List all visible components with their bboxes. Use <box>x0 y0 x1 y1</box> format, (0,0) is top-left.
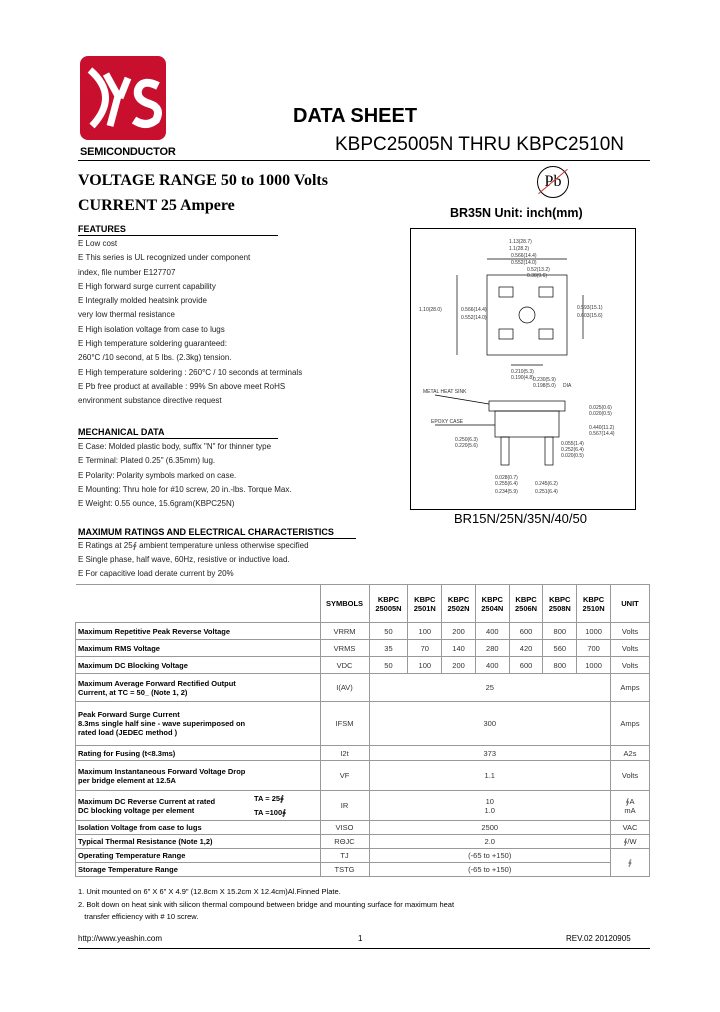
list-item: Ε Terminal: Plated 0.25" (6.35mm) lug. <box>78 456 216 466</box>
dimension-label: 1.1(28.2) <box>509 246 530 252</box>
pb-free-icon: Pb <box>537 166 569 198</box>
list-item: index, file number E127707 <box>78 267 176 277</box>
list-item: Ε Weight: 0.55 ounce, 15.6gram(KBPC25N) <box>78 499 235 509</box>
list-item: Ε High temperature soldering : 260°C / 10 seconds at terminals <box>78 367 303 377</box>
list-item: Ε High isolation voltage from case to lugs <box>78 324 225 334</box>
table-row: Maximum Instantaneous Forward Voltage Drop per bridge element at 12.5A VF 1.1 Volts <box>76 761 650 791</box>
dimension-label: 0.250(6.3) <box>455 437 478 443</box>
list-item: Ε Ratings at 25∮ ambient temperature unless otherwise specified <box>78 541 309 550</box>
list-item: Ε For capacitive load derate current by 20% <box>78 569 234 578</box>
table-header-row <box>76 585 650 623</box>
dimension-label: 0.190(4.8) <box>511 375 534 381</box>
part-header: KBPC 2501N <box>408 585 442 623</box>
dimension-label: 0.52(13.2) <box>527 267 550 273</box>
dimension-label: 0.230(5.9) <box>533 377 556 383</box>
mechanical-list <box>78 440 292 511</box>
dimension-label: 0.028(0.7) <box>495 475 518 481</box>
list-item: environment substance directive request <box>78 396 222 406</box>
epoxy-case-label: EPOXY CASE <box>431 419 464 425</box>
page-number: 1 <box>358 934 363 943</box>
lug-icon <box>539 287 553 297</box>
package-list: BR15N/25N/35N/40/50 <box>454 511 587 526</box>
table-row: Maximum Average Forward Rectified Output Current, at TC = 50_ (Note 1, 2) I(AV) 25 Amps <box>76 674 650 702</box>
list-item: Ε High temperature soldering guaranteed: <box>78 339 227 349</box>
dimension-label: 0.252(6.4) <box>561 447 584 453</box>
list-item: Ε Integrally molded heatsink provide <box>78 296 207 306</box>
list-item: Ε High forward surge current capability <box>78 281 216 291</box>
footer-url[interactable]: http://www.yeashin.com <box>78 934 163 943</box>
part-header: KBPC 2510N <box>577 585 611 623</box>
table-row: Isolation Voltage from case to lugs VISO 2500 VAC <box>76 821 650 835</box>
footnote: 1. Unit mounted on 6" X 6" X 4.9" (12.8cm X 15.2cm X 12.4cm)Al.Finned Plate. <box>78 887 341 896</box>
voltage-range: VOLTAGE RANGE 50 to 1000 Volts <box>78 172 328 189</box>
list-item: Ε This series is UL recognized under component <box>78 253 251 263</box>
list-item: Ε Pb free product at available : 99% Sn above meet RoHS <box>78 381 286 391</box>
dimension-label: 0.255(6.4) <box>495 481 518 487</box>
semiconductor-label: SEMICONDUCTOR <box>80 146 176 158</box>
list-item: very low thermal resistance <box>78 310 175 320</box>
metal-heat-sink-label: METAL HEAT SINK <box>423 389 467 395</box>
list-item: Ε Polarity: Polarity symbols marked on case. <box>78 470 237 480</box>
ys-logo <box>80 56 166 140</box>
features-list <box>78 237 302 409</box>
lug-icon <box>499 329 513 339</box>
dimension-label: 0.552(14.0) <box>511 260 537 266</box>
list-item: Ε Case: Molded plastic body, suffix "N" for thinner type <box>78 442 272 451</box>
dimension-label: 0.566(14.4) <box>461 307 487 313</box>
current-rating: CURRENT 25 Ampere <box>78 197 235 214</box>
dimension-label: 0.198(5.0) <box>533 383 556 389</box>
dimension-label: 0.603(15.6) <box>577 313 603 319</box>
dimension-label: 0.210(5.3) <box>511 369 534 375</box>
dimension-label: 0.234(5.9) <box>495 489 518 495</box>
list-item: Ε Mounting: Thru hole for #10 screw, 20 in.-lbs. Torque Max. <box>78 484 292 494</box>
dimension-label: 0.025(0.6) <box>589 405 612 411</box>
part-header: KBPC 2502N <box>442 585 476 623</box>
table-row: Maximum DC Blocking Voltage VDC 50 100 200 400 600 800 1000 Volts <box>76 657 650 674</box>
dimension-label: 0.593(15.1) <box>577 305 603 311</box>
dimension-label: 0.38(9.6) <box>527 273 548 279</box>
table-row: Rating for Fusing (t<8.3ms) I2t 373 A2s <box>76 746 650 761</box>
part-number-title: KBPC25005N THRU KBPC2510N <box>335 134 625 155</box>
dimension-label: 0.440(11.2) <box>589 425 615 431</box>
table-row: Peak Forward Surge Current 8.3ms single half sine - wave superimposed on rated load (JEDEC method ) IFSM 300 Amps <box>76 702 650 746</box>
table-row: Operating Temperature Range TJ (-65 to +150) ∮ <box>76 849 650 863</box>
package-diagram <box>410 228 636 510</box>
unit-header: UNIT <box>611 585 650 623</box>
dimension-label: 0.566(14.4) <box>511 253 537 259</box>
dimension-label: 1.13(28.7) <box>509 239 532 245</box>
header-divider <box>78 160 650 161</box>
ratings-title: MAXIMUM RATINGS AND ELECTRICAL CHARACTERISTICS <box>78 527 334 537</box>
ratings-table <box>75 584 650 877</box>
dimension-label: 0.020(0.5) <box>561 453 584 459</box>
part-header: KBPC 25005N <box>369 585 408 623</box>
footer-divider <box>78 948 650 949</box>
table-row: Maximum Repetitive Peak Reverse Voltage VRRM 50 100 200 400 600 800 1000 Volts <box>76 623 650 640</box>
symbols-header: SYMBOLS <box>320 585 369 623</box>
table-row: Maximum DC Reverse Current at rated DC blocking voltage per element TA = 25∮ TA =100∮ IR 10 1.0 ∮A mA <box>76 791 650 821</box>
lug-icon <box>499 287 513 297</box>
features-title: FEATURES <box>78 224 126 234</box>
mechanical-title: MECHANICAL DATA <box>78 427 165 437</box>
table-row: Maximum RMS Voltage VRMS 35 70 140 280 420 560 700 Volts <box>76 640 650 657</box>
lug-icon <box>539 329 553 339</box>
table-row: Typical Thermal Resistance (Note 1,2) RΘJC 2.0 ∮/W <box>76 835 650 849</box>
package-title: BR35N Unit: inch(mm) <box>450 206 583 220</box>
dimension-label: 0.251(6.4) <box>535 489 558 495</box>
dimension-label: 0.245(6.2) <box>535 481 558 487</box>
page-title: DATA SHEET <box>293 105 418 127</box>
part-header: KBPC 2506N <box>509 585 543 623</box>
footnote: transfer efficiency with # 10 screw. <box>78 912 199 921</box>
features-underline <box>78 235 278 236</box>
revision: REV.02 20120905 <box>566 934 631 943</box>
footnote: 2. Bolt down on heat sink with silicon thermal compound between bridge and mounting surface for maximum heat <box>78 899 455 909</box>
part-header: KBPC 2504N <box>475 585 509 623</box>
dimension-label: 0.020(0.5) <box>589 411 612 417</box>
list-item: Ε Low cost <box>78 239 118 248</box>
table-row: Storage Temperature Range TSTG (-65 to +150) <box>76 863 650 877</box>
list-item: Ε Single phase, half wave, 60Hz, resistive or inductive load. <box>78 555 290 564</box>
dimension-label: 1.10(28.0) <box>419 307 442 313</box>
dimension-label: 0.055(1.4) <box>561 441 584 447</box>
mechanical-underline <box>78 438 278 439</box>
dimension-label: 0.220(5.6) <box>455 443 478 449</box>
part-header: KBPC 2508N <box>543 585 577 623</box>
list-item: 260°C /10 second, at 5 lbs. (2.3kg) tension. <box>78 353 232 363</box>
package-drawing <box>411 229 635 509</box>
dimension-label: 0.552(14.0) <box>461 315 487 321</box>
dimension-label: DIA <box>563 383 572 389</box>
footnotes <box>78 886 454 924</box>
ratings-notes <box>78 539 309 581</box>
dimension-label: 0.567(14.4) <box>589 431 615 437</box>
